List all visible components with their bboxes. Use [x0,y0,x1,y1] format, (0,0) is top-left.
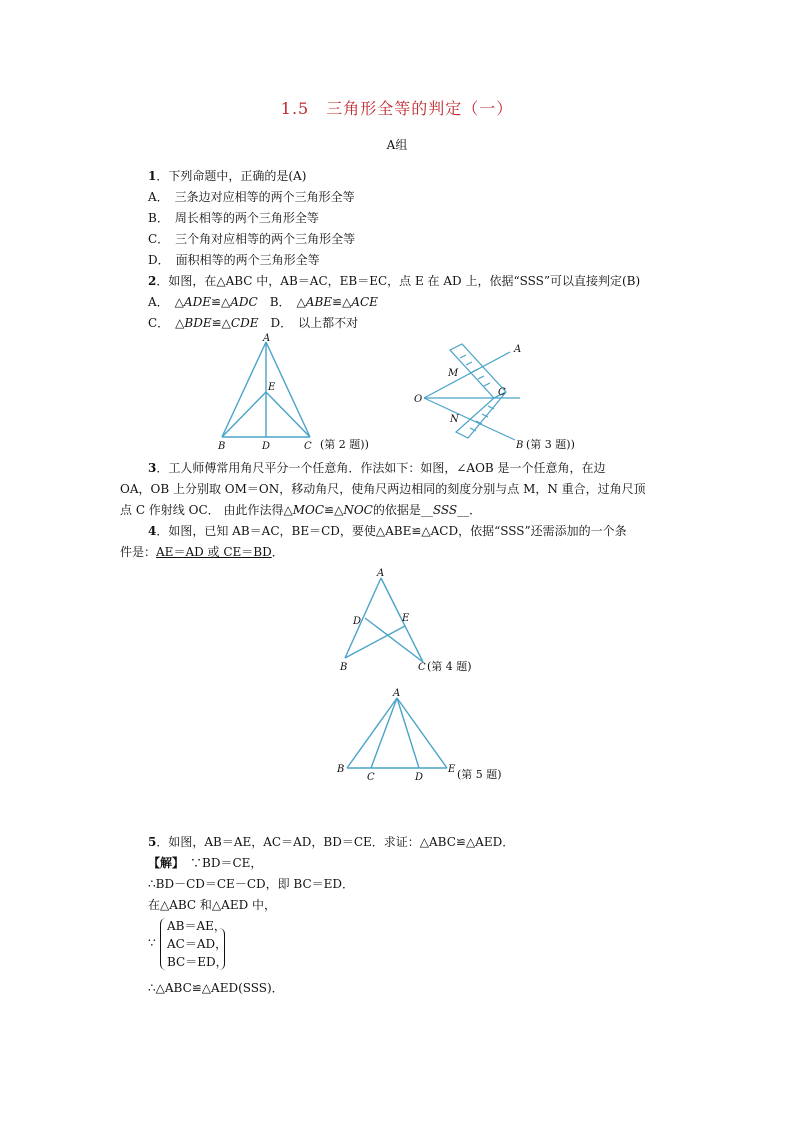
fig5-label-c: C [367,772,375,783]
fig4-label-d: D [353,616,362,627]
q2-options-ab: A． △ADE≌△ADC B． △ABE≌△ACE [148,295,378,309]
question-5: 5．如图，AB＝AE，AC＝AD，BD＝CE．求证：△ABC≌△AED． [148,835,515,849]
q4-line-2: 件是：AE＝AD 或 CE＝BD． [120,545,284,559]
fig4-label-e: E [402,613,410,624]
q1-option-b: B． 周长相等的两个三角形全等 [148,211,319,225]
fig3-label-n: N [450,414,459,425]
q5-step-2: ∴BD－CD＝CE－CD，即 BC＝ED． [148,877,355,891]
q5-solution: 【解】 ∵BD＝CE， [148,856,263,870]
q5-sys-3: BC＝ED， [167,955,228,969]
fig3-label-c: C [498,387,506,398]
fig5-label-a: A [393,688,401,699]
fig2-label-b: B [218,441,226,452]
fig5-label-b: B [337,764,345,775]
q3-line-3: 点 C 作射线 OC． 由此作法得△MOC≌△NOC的依据是__SSS__． [120,503,482,517]
fig3-label-o: O [414,394,423,405]
q4-answer: AE＝AD 或 CE＝BD [156,545,272,559]
q1-option-c: C． 三个角对应相等的两个三角形全等 [148,232,356,246]
figure-3 [410,336,610,458]
question-2: 2．如图，在△ABC 中，AB＝AC，EB＝EC，点 E 在 AD 上，依据“SSS”可以直接判定(B) [148,274,641,288]
fig4-label-c: C [418,662,426,673]
question-4: 4．如图，已知 AB＝AC，BE＝CD，要使△ABE≌△ACD，依据“SSS”还需添加的一个条 [148,524,627,538]
fig5-label-e: E [448,764,456,775]
fig2-label-c: C [304,441,312,452]
fig5-label-d: D [415,772,424,783]
q1-option-d: D． 面积相等的两个三角形全等 [148,253,320,267]
question-3: 3．工人师傅常用角尺平分一个任意角．作法如下：如图，∠AOB 是一个任意角，在边 [148,461,606,475]
q5-sys-1: AB＝AE， [167,919,226,933]
fig4-caption: (第 4 题) [427,660,472,673]
figure-4 [335,566,495,678]
figure-5 [335,686,535,784]
q3-answer: __SSS__ [420,503,470,517]
group-label: A组 [386,138,408,152]
figure-2 [210,332,410,454]
fig3-caption: (第 3 题)) [526,438,575,451]
fig2-label-e: E [268,382,276,393]
q5-conclusion: ∴△ABC≌△AED(SSS)． [148,981,284,995]
fig3-label-m: M [448,368,459,379]
fig3-label-b: B [516,440,524,451]
fig5-caption: (第 5 题) [457,768,502,781]
q1-option-a: A． 三条边对应相等的两个三角形全等 [148,190,355,204]
fig4-label-a: A [377,568,385,579]
q2-options-cd: C． △BDE≌△CDE D． 以上都不对 [148,316,359,330]
q5-because: ∵ [148,936,156,950]
fig2-label-d: D [262,441,271,452]
q5-step-3: 在△ABC 和△AED 中， [148,898,277,912]
q3-line-2: OA，OB 上分别取 OM＝ON，移动角尺，使角尺两边相同的刻度分别与点 M，N 重合，过角尺顶 [120,482,646,496]
fig3-label-a: A [514,344,522,355]
fig2-caption: (第 2 题)) [320,438,369,451]
question-1: 1．下列命题中，正确的是(A) [148,169,307,183]
q5-sys-2: AC＝AD， [167,937,228,951]
page-title: 1.5 三角形全等的判定（一） [280,99,514,118]
fig4-label-b: B [340,662,348,673]
fig2-label-a: A [263,333,271,344]
